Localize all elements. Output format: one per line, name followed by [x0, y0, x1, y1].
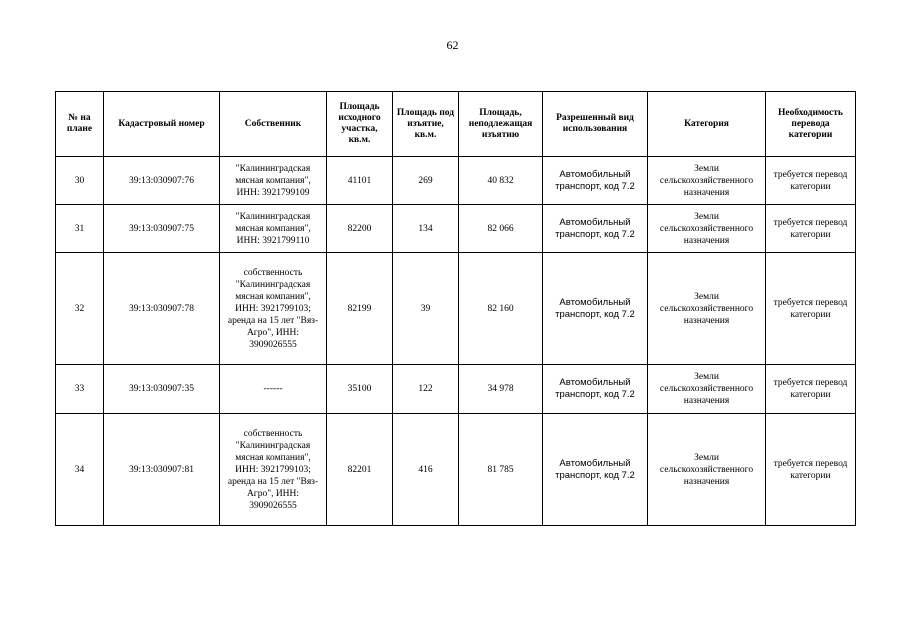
cell-area-remaining: 34 978: [459, 365, 543, 414]
table-row: [56, 253, 856, 365]
cell-area-remaining: 82 160: [459, 253, 543, 365]
cell-area-remaining: 40 832: [459, 157, 543, 205]
header-area-total: Площадь исходного участка, кв.м.: [327, 92, 393, 157]
cell-category: Земли сельскохозяйственного назначения: [648, 253, 766, 365]
cell-area-remaining: 82 066: [459, 205, 543, 253]
cell-area-total: 82199: [327, 253, 393, 365]
cell-area-total: 41101: [327, 157, 393, 205]
cell-owner: собственность "Калининградская мясная компания", ИНН: 3921799103; аренда на 15 лет "Вяз-Агро", ИНН: 3909026555: [220, 414, 327, 526]
cell-owner: "Калининградская мясная компания", ИНН: 3921799109: [220, 157, 327, 205]
header-category: Категория: [648, 92, 766, 157]
header-cadastral: Кадастровый номер: [104, 92, 220, 157]
land-plots-table: [55, 91, 856, 526]
cell-area-seized: 269: [393, 157, 459, 205]
cell-owner: ------: [220, 365, 327, 414]
header-transfer: Необходимость перевода категории: [766, 92, 856, 157]
header-num: № на плане: [56, 92, 104, 157]
cell-area-seized: 134: [393, 205, 459, 253]
header-usage: Разрешенный вид использования: [543, 92, 648, 157]
cell-usage: Автомобильный транспорт, код 7.2: [543, 365, 648, 414]
cell-category: Земли сельскохозяйственного назначения: [648, 365, 766, 414]
cell-category: Земли сельскохозяйственного назначения: [648, 414, 766, 526]
cell-num: 30: [56, 157, 104, 205]
cell-cadastral: 39:13:030907:81: [104, 414, 220, 526]
cell-category: Земли сельскохозяйственного назначения: [648, 157, 766, 205]
cell-area-total: 82200: [327, 205, 393, 253]
table-row: [56, 365, 856, 414]
table-row: [56, 157, 856, 205]
cell-owner: "Калининградская мясная компания", ИНН: 3921799110: [220, 205, 327, 253]
cell-cadastral: 39:13:030907:35: [104, 365, 220, 414]
cell-transfer: требуется перевод категории: [766, 365, 856, 414]
table-row: [56, 205, 856, 253]
cell-usage: Автомобильный транспорт, код 7.2: [543, 157, 648, 205]
cell-num: 33: [56, 365, 104, 414]
cell-usage: Автомобильный транспорт, код 7.2: [543, 253, 648, 365]
cell-cadastral: 39:13:030907:78: [104, 253, 220, 365]
table-header-row: [56, 92, 856, 157]
cell-transfer: требуется перевод категории: [766, 205, 856, 253]
cell-num: 34: [56, 414, 104, 526]
cell-usage: Автомобильный транспорт, код 7.2: [543, 205, 648, 253]
cell-category: Земли сельскохозяйственного назначения: [648, 205, 766, 253]
cell-area-remaining: 81 785: [459, 414, 543, 526]
header-area-remaining: Площадь, неподлежащая изъятию: [459, 92, 543, 157]
cell-transfer: требуется перевод категории: [766, 157, 856, 205]
cell-area-seized: 39: [393, 253, 459, 365]
cell-usage: Автомобильный транспорт, код 7.2: [543, 414, 648, 526]
cell-num: 31: [56, 205, 104, 253]
header-area-seized: Площадь под изъятие, кв.м.: [393, 92, 459, 157]
table-row: [56, 414, 856, 526]
header-owner: Собственник: [220, 92, 327, 157]
cell-area-seized: 416: [393, 414, 459, 526]
cell-owner: собственность "Калининградская мясная компания", ИНН: 3921799103; аренда на 15 лет "Вяз-Агро", ИНН: 3909026555: [220, 253, 327, 365]
cell-cadastral: 39:13:030907:75: [104, 205, 220, 253]
cell-cadastral: 39:13:030907:76: [104, 157, 220, 205]
cell-num: 32: [56, 253, 104, 365]
cell-area-total: 82201: [327, 414, 393, 526]
cell-transfer: требуется перевод категории: [766, 414, 856, 526]
cell-area-seized: 122: [393, 365, 459, 414]
page-number: 62: [446, 38, 459, 52]
cell-transfer: требуется перевод категории: [766, 253, 856, 365]
cell-area-total: 35100: [327, 365, 393, 414]
